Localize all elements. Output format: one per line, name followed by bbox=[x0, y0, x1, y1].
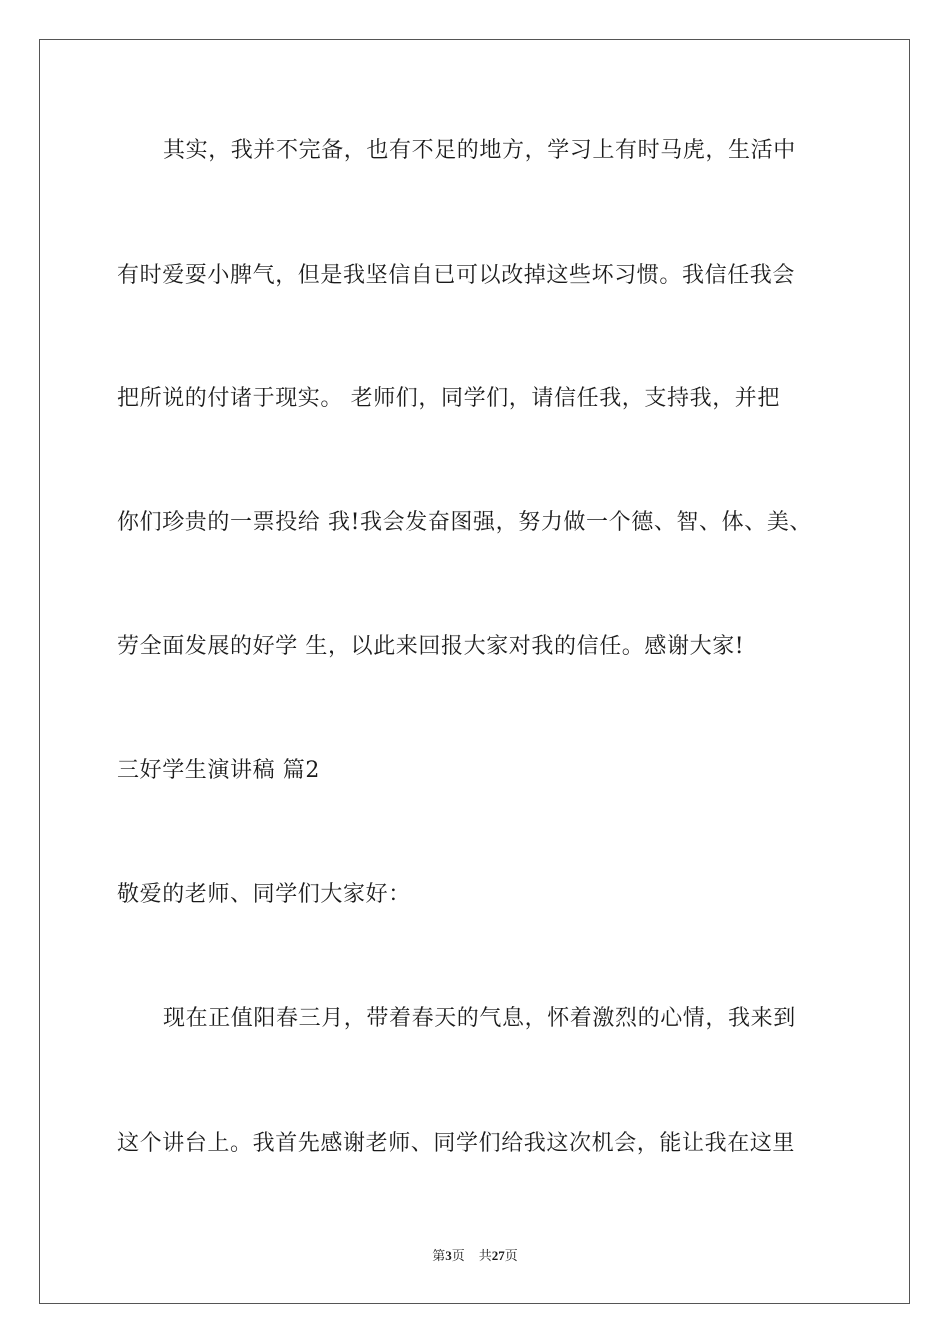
paragraph-line-6: 现在正值阳春三月，带着春天的气息，怀着激烈的心情，我来到 bbox=[163, 1006, 796, 1031]
footer-total-prefix: 共 bbox=[478, 1248, 492, 1263]
paragraph-line-3: 把所说的付诸于现实。 老师们，同学们，请信任我，支持我，并把 bbox=[117, 386, 780, 411]
paragraph-line-1: 其实，我并不完备，也有不足的地方，学习上有时马虎，生活中 bbox=[163, 138, 796, 163]
section-heading: 三好学生演讲稿 篇2 bbox=[117, 758, 320, 783]
footer-total-suffix: 页 bbox=[504, 1248, 518, 1263]
footer-page-suffix: 页 bbox=[451, 1248, 465, 1263]
page-border bbox=[39, 39, 910, 1304]
page-footer bbox=[0, 1247, 950, 1265]
footer-page-prefix: 第 bbox=[432, 1248, 446, 1263]
footer-page-current: 3 bbox=[445, 1248, 452, 1263]
paragraph-line-7: 这个讲台上。我首先感谢老师、同学们给我这次机会，能让我在这里 bbox=[117, 1131, 796, 1156]
footer-page-total: 27 bbox=[491, 1248, 505, 1263]
salutation-line: 敬爱的老师、同学们大家好： bbox=[117, 882, 411, 907]
paragraph-line-4: 你们珍贵的一票投给 我!我会发奋图强，努力做一个德、智、体、美、 bbox=[117, 510, 813, 535]
paragraph-line-2: 有时爱耍小脾气，但是我坚信自已可以改掉这些坏习惯。我信任我会 bbox=[117, 263, 796, 288]
paragraph-line-5: 劳全面发展的好学 生，以此来回报大家对我的信任。感谢大家! bbox=[117, 634, 745, 659]
